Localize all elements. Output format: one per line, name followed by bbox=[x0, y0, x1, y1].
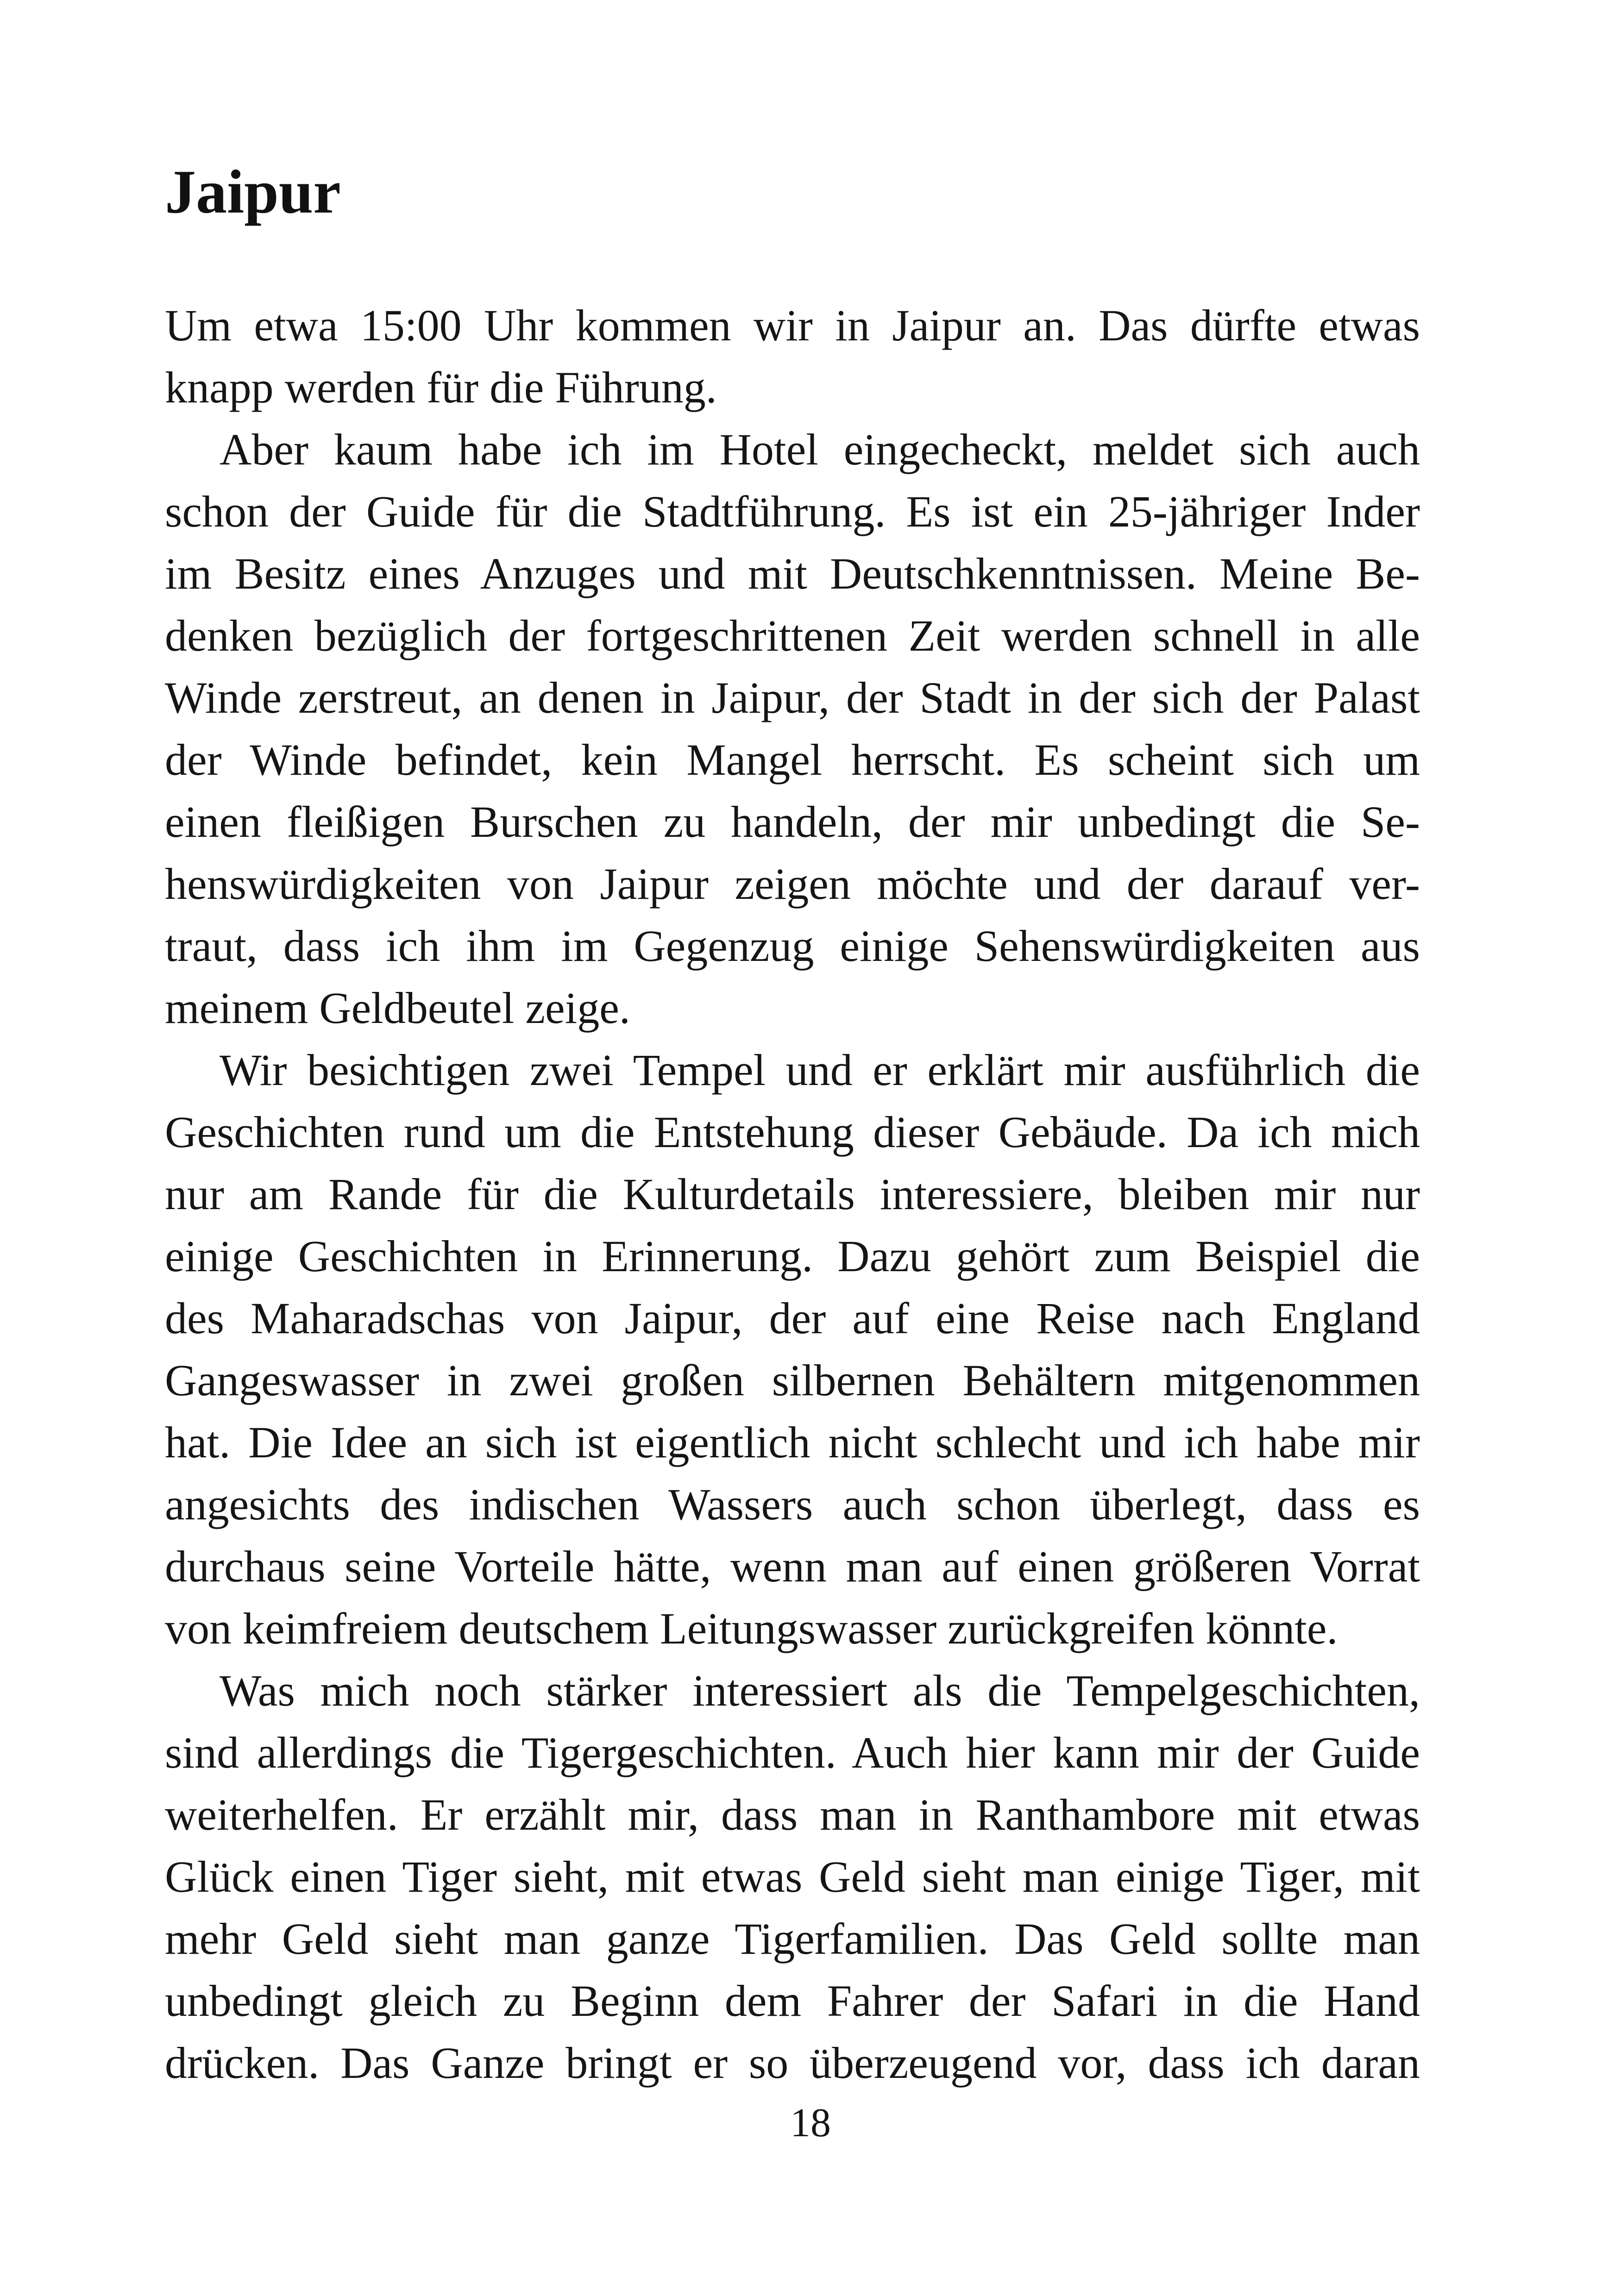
text-line: des Maharadschas von Jaipur, der auf eine Reise nach England bbox=[165, 1293, 1420, 1343]
text-line: drücken. Das Ganze bringt er so überzeugend vor, dass ich daran bbox=[165, 2038, 1420, 2088]
body-text bbox=[165, 295, 1420, 2094]
text-line: traut, dass ich ihm im Gegenzug einige Sehenswürdigkeiten aus bbox=[165, 921, 1420, 971]
text-line: Gangeswasser in zwei großen silbernen Behältern mitgenommen bbox=[165, 1355, 1420, 1405]
text-line: schon der Guide für die Stadtführung. Es ist ein 25-jähriger Inder bbox=[165, 487, 1420, 536]
text-line: angesichts des indischen Wassers auch schon überlegt, dass es bbox=[165, 1480, 1420, 1529]
text-line: einige Geschichten in Erinnerung. Dazu gehört zum Beispiel die bbox=[165, 1231, 1420, 1281]
text-line: einen fleißigen Burschen zu handeln, der mir unbedingt die Se- bbox=[165, 797, 1420, 847]
text-line: mehr Geld sieht man ganze Tigerfamilien. Das Geld sollte man bbox=[165, 1914, 1420, 1964]
text-line: knapp werden für die Führung. bbox=[165, 363, 717, 412]
text-line: Geschichten rund um die Entstehung dieser Gebäude. Da ich mich bbox=[165, 1107, 1420, 1157]
text-line: Aber kaum habe ich im Hotel eingecheckt, meldet sich auch bbox=[220, 425, 1420, 474]
text-line: henswürdigkeiten von Jaipur zeigen möchte und der darauf ver- bbox=[165, 859, 1420, 909]
text-line: denken bezüglich der fortgeschrittenen Zeit werden schnell in alle bbox=[165, 611, 1420, 660]
text-line: im Besitz eines Anzuges und mit Deutschkenntnissen. Meine Be- bbox=[165, 549, 1420, 598]
text-line: sind allerdings die Tigergeschichten. Auch hier kann mir der Guide bbox=[165, 1728, 1420, 1777]
text-line: der Winde befindet, kein Mangel herrscht. Es scheint sich um bbox=[165, 735, 1420, 784]
text-line: meinem Geldbeutel zeige. bbox=[165, 983, 630, 1033]
text-line: hat. Die Idee an sich ist eigentlich nicht schlecht und ich habe mir bbox=[165, 1418, 1420, 1467]
text-line: weiterhelfen. Er erzählt mir, dass man in Ranthambore mit etwas bbox=[165, 1790, 1420, 1839]
text-line: Um etwa 15:00 Uhr kommen wir in Jaipur an. Das dürfte etwas bbox=[165, 301, 1420, 350]
text-line: Wir besichtigen zwei Tempel und er erklärt mir ausführlich die bbox=[220, 1045, 1420, 1095]
text-line: Winde zerstreut, an denen in Jaipur, der Stadt in der sich der Palast bbox=[165, 673, 1420, 722]
text-line: durchaus seine Vorteile hätte, wenn man auf einen größeren Vorrat bbox=[165, 1542, 1420, 1591]
text-line: unbedingt gleich zu Beginn dem Fahrer der Safari in die Hand bbox=[165, 1976, 1420, 2026]
chapter-title: Jaipur bbox=[165, 157, 341, 226]
text-line: Was mich noch stärker interessiert als die Tempelgeschichten, bbox=[220, 1666, 1420, 1715]
text-line: Glück einen Tiger sieht, mit etwas Geld sieht man einige Tiger, mit bbox=[165, 1852, 1420, 1901]
page-number: 18 bbox=[790, 2101, 831, 2145]
text-line: nur am Rande für die Kulturdetails interessiere, bleiben mir nur bbox=[165, 1169, 1420, 1219]
text-line: von keimfreiem deutschem Leitungswasser zurückgreifen könnte. bbox=[165, 1604, 1338, 1653]
